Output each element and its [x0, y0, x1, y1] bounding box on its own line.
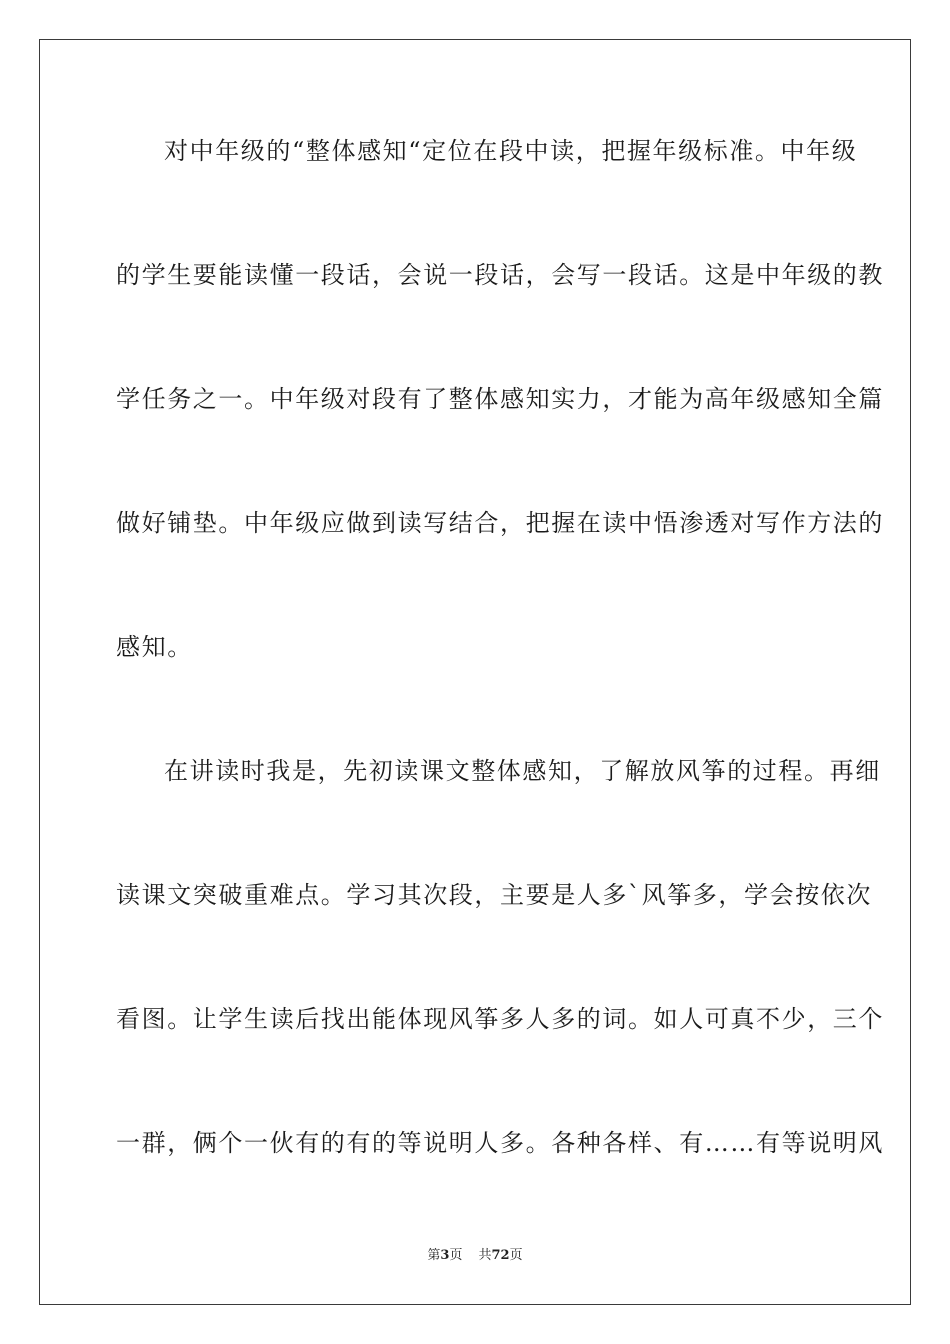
- paragraph-1-line-3: 学任务之一。中年级对段有了整体感知实力，才能为高年级感知全篇: [116, 385, 884, 413]
- page-footer: [0, 1247, 950, 1265]
- page-border: [39, 39, 911, 1305]
- paragraph-2-line-1: 在讲读时我是，先初读课文整体感知，了解放风筝的过程。再细: [164, 757, 881, 785]
- paragraph-1-line-5: 感知。: [116, 633, 193, 661]
- total-suffix: 页: [509, 1248, 523, 1263]
- page-prefix: 第: [427, 1248, 441, 1263]
- paragraph-2-line-4: 一群，俩个一伙有的有的等说明人多。各种各样、有……有等说明风: [116, 1129, 884, 1157]
- page-number: 3: [440, 1248, 450, 1263]
- total-pages: 72: [491, 1248, 510, 1263]
- total-prefix: 共: [478, 1248, 492, 1263]
- paragraph-1-line-4: 做好铺垫。中年级应做到读写结合，把握在读中悟渗透对写作方法的: [116, 509, 884, 537]
- paragraph-1-line-2: 的学生要能读懂一段话，会说一段话，会写一段话。这是中年级的教: [116, 261, 884, 289]
- paragraph-1-line-1: 对中年级的“整体感知“定位在段中读，把握年级标准。中年级: [164, 137, 858, 165]
- paragraph-2-line-3: 看图。让学生读后找出能体现风筝多人多的词。如人可真不少，三个: [116, 1005, 884, 1033]
- page-suffix: 页: [449, 1248, 463, 1263]
- paragraph-2-line-2: 读课文突破重难点。学习其次段，主要是人多`风筝多，学会按依次: [116, 881, 872, 909]
